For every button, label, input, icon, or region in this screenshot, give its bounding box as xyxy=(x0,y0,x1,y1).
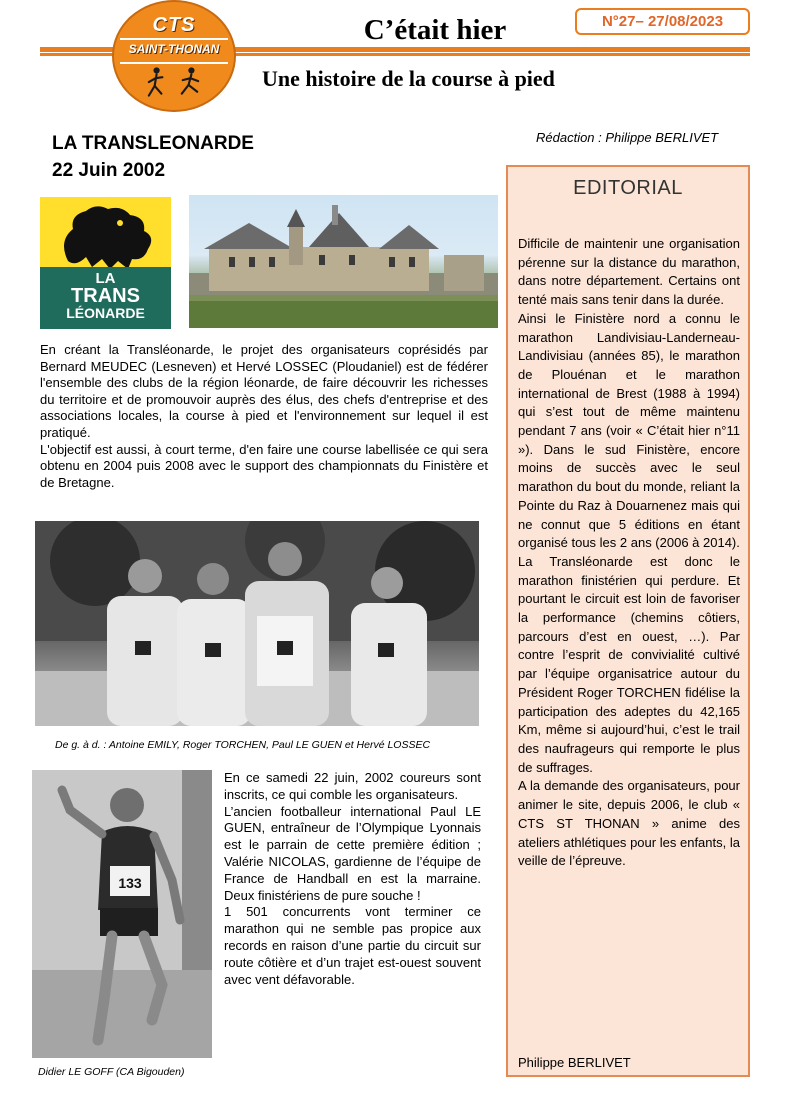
race-paragraph-3: 1 501 concurrents vont terminer ce marathon qui ne semble pas propice aux records en raison d’une partie du circuit sur route côtière et d’un trajet est-ouest souvent avec vent défavorable. xyxy=(224,904,481,987)
article-title-date: 22 Juin 2002 xyxy=(52,160,166,181)
lion-icon xyxy=(48,201,163,273)
race-paragraph-1: En ce samedi 22 juin, 2002 coureurs sont inscrits, ce qui comble les organisateurs. xyxy=(224,770,481,802)
logo-club-name: SAINT-THONAN xyxy=(128,42,220,56)
logo-text-la: LA xyxy=(95,270,116,287)
editorial-box xyxy=(506,165,750,1077)
article-title-line1: LA TRANSLEONARDE xyxy=(52,133,254,154)
runner-image xyxy=(32,770,212,1058)
editorial-paragraph-1: Difficile de maintenir une organisation pérenne sur la distance du marathon, dans notre département. Certains ont tenté mais sans tenir dans la durée. xyxy=(518,236,740,308)
editorial-title: EDITORIAL xyxy=(573,177,683,199)
editorial-paragraph-3: La Transléonarde est donc le marathon finistérien qui perdure. Et pourtant le circuit est loin de favoriser la performance (chemins côtiers, parcours d’est en ouest, …). Par contre l’esprit de convivialité cultivé par l’équipe organisatrice autour du Président Roger TORCHEN fidélise la participation des adeptes du 42,165 Km, même si aujourd’hui, c’est le trail des naufrageurs qui remporte le plus de suffrages. xyxy=(518,553,740,775)
organizers-photo-caption: De g. à d. : Antoine EMILY, Roger TORCHEN, Paul LE GUEN et Hervé LOSSEC xyxy=(55,739,431,751)
article-race-day xyxy=(224,770,481,988)
logo-cts-text: CTS xyxy=(152,14,196,36)
transleonarde-logo xyxy=(40,197,171,329)
newsletter-title: C’était hier xyxy=(363,14,507,46)
cts-saint-thonan-logo xyxy=(112,0,236,112)
logo-text-trans: TRANS xyxy=(71,285,140,307)
editorial-paragraph-4: A la demande des organisateurs, pour animer le site, depuis 2006, le club « CTS ST THONAN » anime des ateliers athlétiques pour les enfants, la veille de l’épreuve. xyxy=(518,778,740,869)
organizers-photo xyxy=(35,521,479,726)
runners-icon xyxy=(114,64,234,104)
race-paragraph-2: L’ancien footballeur international Paul LE GUEN, entraîneur de l’Olympique Lyonnais est le parrain de cette première édition ; Valérie NICOLAS, gardienne de l’équipe de France de Handball en est la marraine. Deux finistériens de pure souche ! xyxy=(224,803,481,903)
runner-bib-number: 133 xyxy=(118,875,142,891)
intro-paragraph-1: En créant la Transléonarde, le projet des organisateurs coprésidés par Bernard MEUDEC (Lesneven) et Hervé LOSSEC (Ploudaniel) est de fédérer l'ensemble des clubs de la région léonarde, de faire découvrir les richesses du territoire et de promouvoir auprès des élus, des chefs d'entreprise et des associations locales, la course à pied et l'environnement sur lequel il est pratiqué. xyxy=(40,342,488,440)
organizers-image xyxy=(35,521,479,726)
editorial-paragraph-2: Ainsi le Finistère nord a connu le marathon Landivisiau-Landerneau-Landivisiau (années 85), le marathon de Plouénan et le marathon international de Brest (1988 à 1994) qui s’est tout de même maintenu pendant 7 ans (voir « C’était hier n°11 »). Dans le sud Finistère, encore moins de succès avec le seul marathon du bout du monde, reliant la Pointe du Raz à Douarnenez mais qui ne connut que 5 éditions en étant organisé tous les 2 ans (2006 à 2014). xyxy=(518,310,740,551)
issue-badge: N°27– 27/08/2023 xyxy=(575,8,750,35)
castle-photo xyxy=(189,195,498,328)
editorial-signature: Philippe BERLIVET xyxy=(518,1055,631,1070)
article-intro xyxy=(40,342,488,491)
runner-photo xyxy=(32,770,212,1058)
article-title xyxy=(52,130,254,184)
newsletter-subtitle: Une histoire de la course à pied xyxy=(262,66,555,91)
logo-text-leonarde: LÉONARDE xyxy=(66,305,145,321)
intro-paragraph-2: L'objectif est aussi, à court terme, d'en faire une course labellisée ce qui sera obtenu en 2004 puis 2008 avec le support des championnats du Finistère et de Bretagne. xyxy=(40,441,488,490)
editorial-body xyxy=(518,235,740,871)
castle-image xyxy=(189,195,498,328)
redaction-credit: Rédaction : Philippe BERLIVET xyxy=(536,130,719,145)
runner-photo-caption: Didier LE GOFF (CA Bigouden) xyxy=(38,1066,185,1078)
